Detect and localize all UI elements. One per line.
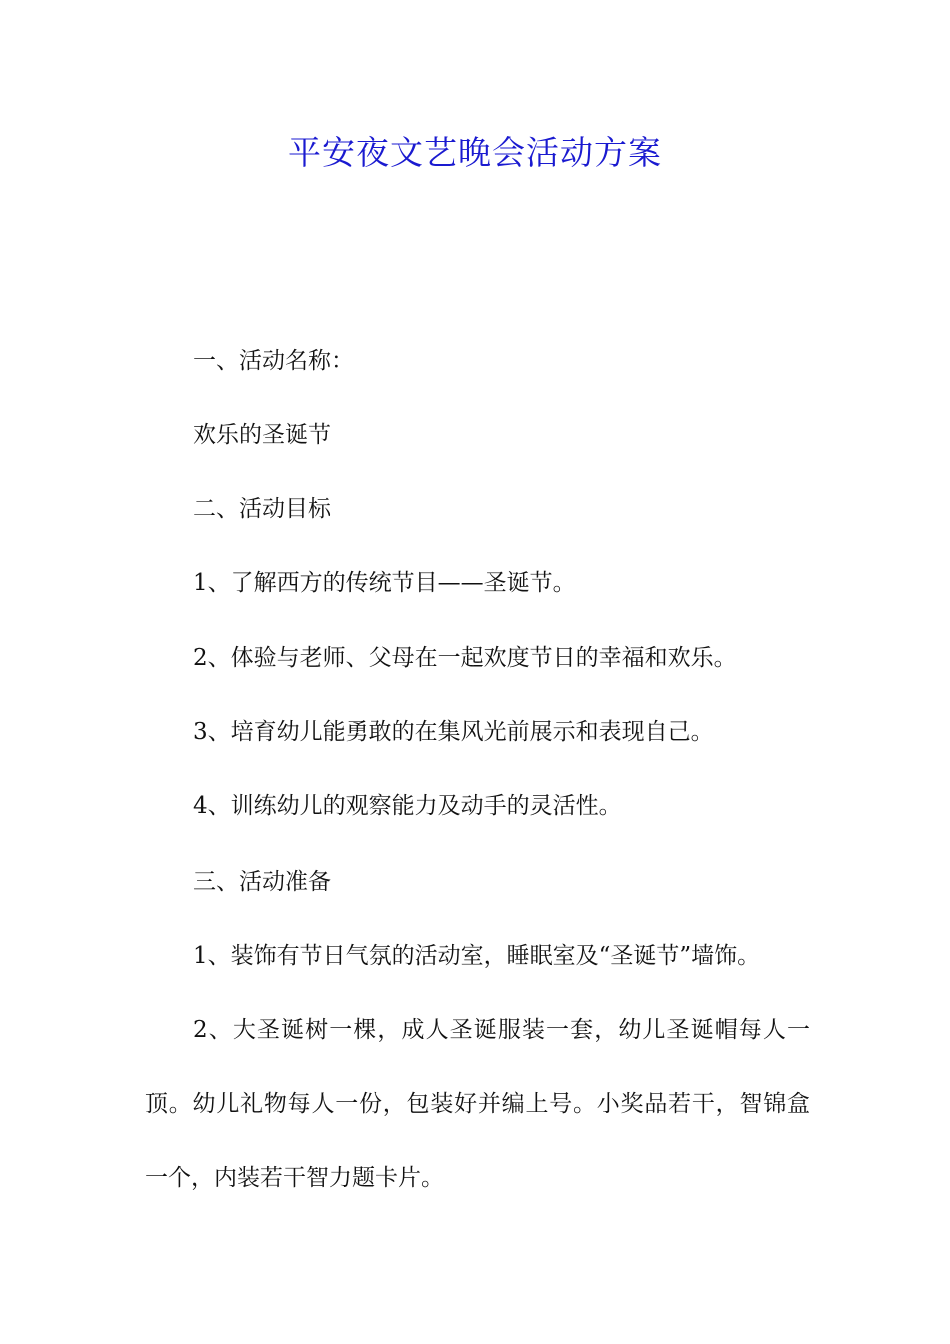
goal-item-1: 1、了解西方的传统节目——圣诞节。 (193, 570, 576, 596)
section-heading-activity-name: 一、活动名称： (193, 348, 354, 374)
goal-item-4: 4、训练幼儿的观察能力及动手的灵活性。 (193, 793, 622, 819)
preparation-item-2: 2、大圣诞树一棵，成人圣诞服装一套，幼儿圣诞帽每人一顶。幼儿礼物每人一份，包装好并编上号。小奖品若干，智锦盒一个，内装若干智力题卡片。 (145, 1017, 810, 1191)
document-title: 平安夜文艺晚会活动方案 (288, 133, 662, 172)
activity-name-text: 欢乐的圣诞节 (193, 422, 331, 448)
section-heading-activity-goals: 二、活动目标 (193, 496, 331, 522)
section-heading-activity-preparation: 三、活动准备 (193, 869, 331, 895)
goal-item-2: 2、体验与老师、父母在一起欢度节日的幸福和欢乐。 (193, 645, 737, 671)
goal-item-3: 3、培育幼儿能勇敢的在集风光前展示和表现自己。 (193, 719, 714, 745)
preparation-item-1: 1、装饰有节日气氛的活动室，睡眠室及“圣诞节”墙饰。 (193, 943, 761, 969)
